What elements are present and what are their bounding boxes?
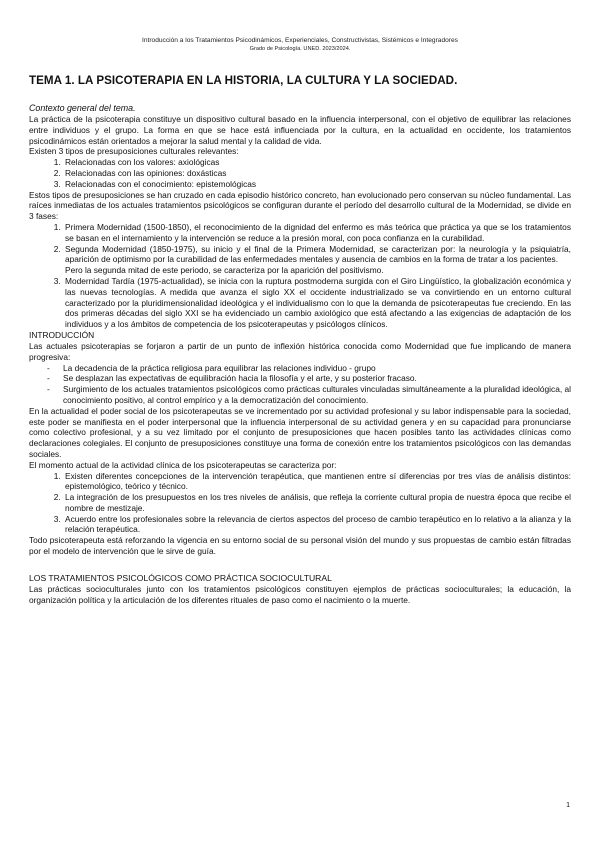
header-course-title: Introducción a los Tratamientos Psicodinámicos, Experienciales, Constructivistas, Sistémicos e Integradores xyxy=(142,37,458,44)
list-item: 1. Existen diferentes concepciones de la intervención terapéutica, que mantienen entre sí diferencias por tres vías de análisis distintos: epistemológico, teórico y técnico. xyxy=(63,471,571,493)
phase-text: Primera Modernidad (1500-1850), el reconocimiento de la dignidad del enfermo es más teórica que práctica ya que se los tratamientos se basan en el internamiento y la intervención se reduce a la presión moral, con poca confianza en la curabilidad. xyxy=(65,221,571,243)
list-item xyxy=(63,222,571,244)
intro-bullet-list xyxy=(29,363,571,406)
list-item: 3. Acuerdo entre los profesionales sobre la relevancia de ciertos aspectos del proceso de cambio terapéutico en lo relativo a la alianza y la relación terapéutica. xyxy=(63,514,571,536)
section-heading: LOS TRATAMIENTOS PSICOLÓGICOS COMO PRÁCTICA SOCIOCULTURAL xyxy=(29,572,332,583)
running-header xyxy=(29,36,571,54)
phases-list xyxy=(29,222,571,330)
presuppositions-list xyxy=(29,157,571,189)
header-course-info: Grado de Psicología. UNED. 2023/2024. xyxy=(249,46,351,52)
closing-paragraph: Todo psicoterapeuta está reforzando la vigencia en su entorno social de su personal visión del mundo y sus propuestas de cambio están filtradas por el modelo de intervención que le sirve de guía. xyxy=(29,535,571,557)
list-item: - Surgimiento de los actuales tratamientos psicológicos como prácticas culturales vinculadas simultáneamente a la pluralidad ideológica, al conocimiento positivo, al control empírico y a la democratización del conocimiento. xyxy=(63,384,571,406)
phase-text: Segunda Modernidad (1850-1975), su inicio y el final de la Primera Modernidad, se caracterizan por: la neurología y la psiquiatría, aparición de optimismo por la curabilidad de las enfermedades mentales y ausencia de cambios en la forma de tratar a los pacientes. xyxy=(65,243,571,265)
page-number: 1 xyxy=(566,802,570,809)
intro-heading: INTRODUCCIÓN xyxy=(29,329,95,340)
list-item xyxy=(63,276,571,330)
context-heading: Contexto general del tema. xyxy=(29,103,136,113)
presuppositions-intro: Existen 3 tipos de presuposiciones culturales relevantes: xyxy=(29,146,239,157)
list-item xyxy=(63,244,571,276)
power-paragraph: En la actualidad el poder social de los psicoterapeutas se ve incrementado por su actividad profesional y su labor indispensable para la sociedad, este poder se manifiesta en el poder interpersonal que la influencia interpersonal de su actividad genera y en su capacidad para pronunciarse como colectivo profesional, y a su vez limitado por el conjunto de presuposiciones que hacen posibles tanto las actividades clínicas como declaraciones colegiales. El conjunto de presuposiciones constituye una forma de conexión entre los tratamientos psicológicos con las demandas sociales. xyxy=(29,405,571,459)
phases-intro: Estos tipos de presuposiciones se han cruzado en cada episodio histórico concreto, han evolucionado pero conservan su núcleo fundamental. Las raíces inmediatas de los actuales tratamientos psicológicos se configuran durante el período del desarrollo cultural de la Modernidad, se divide en 3 fases: xyxy=(29,189,571,222)
moment-intro: El momento actual de la actividad clínica de los psicoterapeutas se caracteriza por: xyxy=(29,459,337,470)
phase-note: Pero la segunda mitad de este periodo, se caracteriza por la aparición del positivismo. xyxy=(65,265,384,276)
list-item: 2. Relacionadas con las opiniones: doxásticas xyxy=(63,168,571,179)
list-item: 1. Relacionadas con los valores: axiológicas xyxy=(63,157,571,168)
list-item: 3. Relacionadas con el conocimiento: epistemológicas xyxy=(63,179,571,190)
intro-paragraph: Las actuales psicoterapias se forjaron a partir de un punto de inflexión histórica conocida como Modernidad que fue implicando de manera progresiva: xyxy=(29,340,571,362)
phase-text: Modernidad Tardía (1975-actualidad), se inicia con la ruptura postmoderna surgida con el Giro Lingüístico, la globalización económica y las nuevas tecnologías. A medida que avanza el siglo XX el occidente industrializado se va convirtiendo en un entorno cultural caracterizado por la pluridimensionalidad ideológica y el individualismo con lo que la demanda de psicoterapeutas fue creciendo. En las dos primeras décadas del siglo XXI se ha evidenciado un cambio axiológico que está afectando a las exigencias de adaptación de los individuos y a los ámbitos de competencia de los psicoterapeutas y psicólogos clínicos. xyxy=(65,275,571,330)
moment-list xyxy=(29,471,571,536)
list-item: 2. La integración de los presupuestos en los tres niveles de análisis, que refleja la corriente cultural propia de nuestra época que recibe el nombre de mestizaje. xyxy=(63,492,571,514)
page-title: TEMA 1. LA PSICOTERAPIA EN LA HISTORIA, LA CULTURA Y LA SOCIEDAD. xyxy=(29,74,458,87)
section-paragraph: Las prácticas socioculturales junto con los tratamientos psicológicos constituyen ejemplos de prácticas socioculturales; la educación, la organización política y la articulación de los diferentes rituales de paso como el nacimiento o la muerte. xyxy=(29,583,571,605)
list-item: - La decadencia de la práctica religiosa para equilibrar las relaciones individuo - grupo xyxy=(63,363,571,374)
list-item: - Se desplazan las expectativas de equilibración hacia la filosofía y el arte, y su posterior fracaso. xyxy=(63,373,571,384)
context-paragraph: La práctica de la psicoterapia constituye un dispositivo cultural basado en la influencia interpersonal, con el objetivo de equilibrar las relaciones entre individuos y el grupo. La forma en que se hace está influenciada por la cultura, en la actualidad en occidente, los tratamientos psicodinámicos están orientados a mejorar la salud mental y la calidad de vida. xyxy=(29,114,571,146)
